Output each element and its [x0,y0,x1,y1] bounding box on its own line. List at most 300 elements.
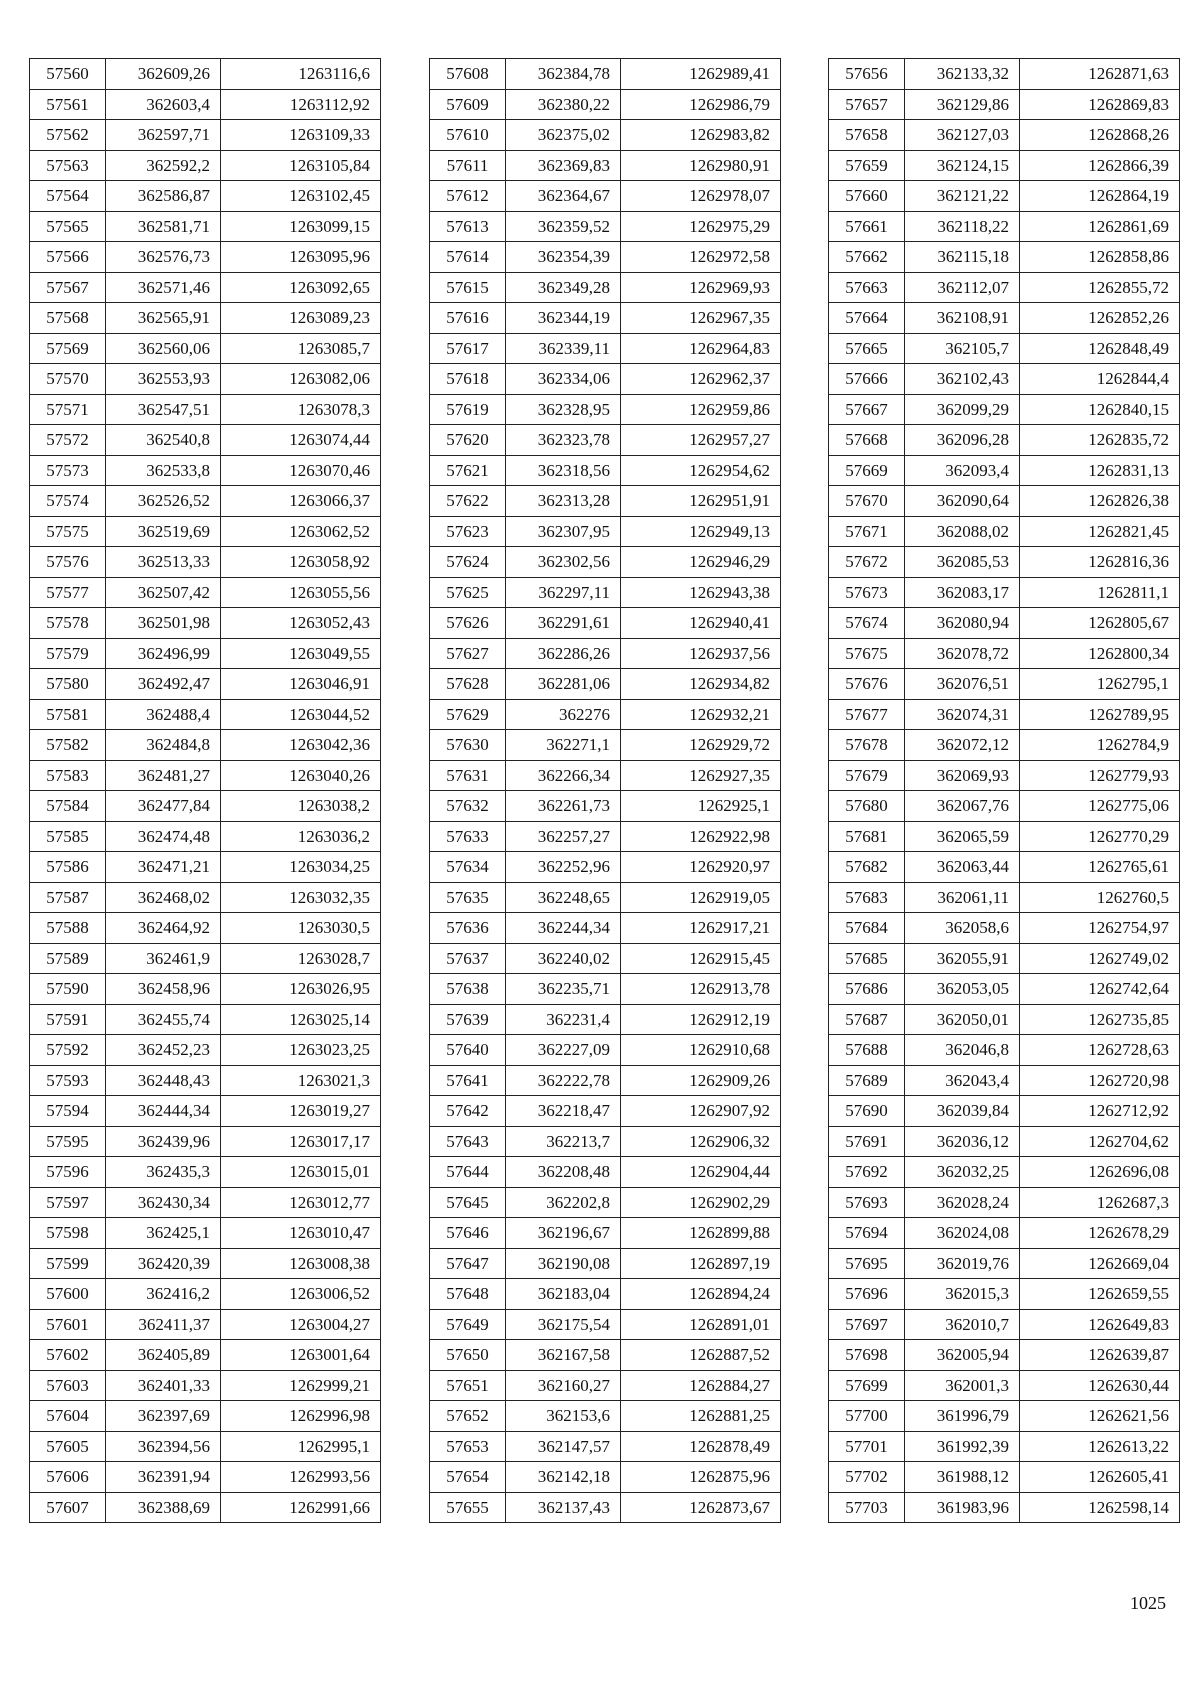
table-row [30,181,381,212]
x-coordinate-cell: 362065,59 [905,821,1020,852]
point-id-cell: 57566 [30,242,106,273]
x-coordinate-cell: 362050,01 [905,1004,1020,1035]
table-row [30,1370,381,1401]
point-id-cell: 57603 [30,1370,106,1401]
point-id-cell: 57630 [430,730,506,761]
x-coordinate-cell: 362501,98 [106,608,221,639]
table-row [829,1218,1180,1249]
table-row [829,1126,1180,1157]
y-coordinate-cell: 1263006,52 [221,1279,381,1310]
point-id-cell: 57599 [30,1248,106,1279]
table-row [829,608,1180,639]
x-coordinate-cell: 362380,22 [506,89,621,120]
x-coordinate-cell: 362603,4 [106,89,221,120]
y-coordinate-cell: 1263092,65 [221,272,381,303]
y-coordinate-cell: 1262897,19 [621,1248,781,1279]
point-id-cell: 57684 [829,913,905,944]
table-row [829,1492,1180,1523]
y-coordinate-cell: 1262929,72 [621,730,781,761]
table-row [829,1096,1180,1127]
page-number: 1025 [1130,1593,1166,1613]
x-coordinate-cell: 362297,11 [506,577,621,608]
point-id-cell: 57629 [430,699,506,730]
table-row [30,303,381,334]
point-id-cell: 57578 [30,608,106,639]
y-coordinate-cell: 1263052,43 [221,608,381,639]
point-id-cell: 57702 [829,1462,905,1493]
table-row [829,1340,1180,1371]
point-id-cell: 57622 [430,486,506,517]
point-id-cell: 57655 [430,1492,506,1523]
x-coordinate-cell: 362099,29 [905,394,1020,425]
point-id-cell: 57666 [829,364,905,395]
y-coordinate-cell: 1262972,58 [621,242,781,273]
x-coordinate-cell: 362231,4 [506,1004,621,1035]
point-id-cell: 57657 [829,89,905,120]
x-coordinate-cell: 362553,93 [106,364,221,395]
table-row [430,181,781,212]
x-coordinate-cell: 362019,76 [905,1248,1020,1279]
table-row [829,120,1180,151]
y-coordinate-cell: 1263105,84 [221,150,381,181]
x-coordinate-cell: 362592,2 [106,150,221,181]
x-coordinate-cell: 362061,11 [905,882,1020,913]
point-id-cell: 57610 [430,120,506,151]
point-id-cell: 57608 [430,59,506,90]
point-id-cell: 57605 [30,1431,106,1462]
coordinate-table-2 [429,58,781,1523]
x-coordinate-cell: 362435,3 [106,1157,221,1188]
x-coordinate-cell: 362024,08 [905,1218,1020,1249]
point-id-cell: 57689 [829,1065,905,1096]
y-coordinate-cell: 1262712,92 [1020,1096,1180,1127]
point-id-cell: 57617 [430,333,506,364]
table-row [829,882,1180,913]
x-coordinate-cell: 362313,28 [506,486,621,517]
table-row [430,943,781,974]
point-id-cell: 57686 [829,974,905,1005]
point-id-cell: 57645 [430,1187,506,1218]
y-coordinate-cell: 1262975,29 [621,211,781,242]
y-coordinate-cell: 1262969,93 [621,272,781,303]
table-row [30,1462,381,1493]
y-coordinate-cell: 1262858,86 [1020,242,1180,273]
table-row [829,638,1180,669]
table-row [430,577,781,608]
x-coordinate-cell: 362354,39 [506,242,621,273]
table-row [430,1126,781,1157]
x-coordinate-cell: 362196,67 [506,1218,621,1249]
table-row [30,272,381,303]
point-id-cell: 57662 [829,242,905,273]
point-id-cell: 57580 [30,669,106,700]
y-coordinate-cell: 1262899,88 [621,1218,781,1249]
x-coordinate-cell: 362078,72 [905,638,1020,669]
y-coordinate-cell: 1262964,83 [621,333,781,364]
y-coordinate-cell: 1262878,49 [621,1431,781,1462]
table-row [30,1309,381,1340]
point-id-cell: 57634 [430,852,506,883]
y-coordinate-cell: 1263004,27 [221,1309,381,1340]
y-coordinate-cell: 1262902,29 [621,1187,781,1218]
y-coordinate-cell: 1262687,3 [1020,1187,1180,1218]
table-row [30,913,381,944]
point-id-cell: 57590 [30,974,106,1005]
x-coordinate-cell: 362121,22 [905,181,1020,212]
y-coordinate-cell: 1262749,02 [1020,943,1180,974]
x-coordinate-cell: 362088,02 [905,516,1020,547]
y-coordinate-cell: 1262821,45 [1020,516,1180,547]
x-coordinate-cell: 362388,69 [106,1492,221,1523]
x-coordinate-cell: 362286,26 [506,638,621,669]
y-coordinate-cell: 1263078,3 [221,394,381,425]
point-id-cell: 57637 [430,943,506,974]
point-id-cell: 57621 [430,455,506,486]
x-coordinate-cell: 362586,87 [106,181,221,212]
point-id-cell: 57660 [829,181,905,212]
x-coordinate-cell: 362560,06 [106,333,221,364]
y-coordinate-cell: 1262891,01 [621,1309,781,1340]
y-coordinate-cell: 1262835,72 [1020,425,1180,456]
y-coordinate-cell: 1262951,91 [621,486,781,517]
table-row [829,1004,1180,1035]
table-row [30,882,381,913]
table-row [829,211,1180,242]
table-row [30,150,381,181]
point-id-cell: 57692 [829,1157,905,1188]
x-coordinate-cell: 362430,34 [106,1187,221,1218]
x-coordinate-cell: 362411,37 [106,1309,221,1340]
point-id-cell: 57676 [829,669,905,700]
x-coordinate-cell: 362053,05 [905,974,1020,1005]
x-coordinate-cell: 362124,15 [905,150,1020,181]
y-coordinate-cell: 1262728,63 [1020,1035,1180,1066]
table-row [829,1401,1180,1432]
y-coordinate-cell: 1262852,26 [1020,303,1180,334]
point-id-cell: 57587 [30,882,106,913]
point-id-cell: 57570 [30,364,106,395]
table-row [30,59,381,90]
y-coordinate-cell: 1263116,6 [221,59,381,90]
x-coordinate-cell: 362102,43 [905,364,1020,395]
x-coordinate-cell: 362477,84 [106,791,221,822]
table-row [430,1248,781,1279]
table-row [30,821,381,852]
x-coordinate-cell: 362147,57 [506,1431,621,1462]
x-coordinate-cell: 362344,19 [506,303,621,334]
y-coordinate-cell: 1263008,38 [221,1248,381,1279]
y-coordinate-cell: 1262831,13 [1020,455,1180,486]
y-coordinate-cell: 1262869,83 [1020,89,1180,120]
point-id-cell: 57696 [829,1279,905,1310]
point-id-cell: 57577 [30,577,106,608]
point-id-cell: 57677 [829,699,905,730]
y-coordinate-cell: 1262922,98 [621,821,781,852]
table-row [30,791,381,822]
table-row [829,547,1180,578]
y-coordinate-cell: 1263112,92 [221,89,381,120]
x-coordinate-cell: 362364,67 [506,181,621,212]
x-coordinate-cell: 362001,3 [905,1370,1020,1401]
table-row [829,1431,1180,1462]
table-row [430,882,781,913]
table-row [829,1035,1180,1066]
table-row [829,1065,1180,1096]
point-id-cell: 57598 [30,1218,106,1249]
point-id-cell: 57616 [430,303,506,334]
y-coordinate-cell: 1262967,35 [621,303,781,334]
point-id-cell: 57574 [30,486,106,517]
y-coordinate-cell: 1263032,35 [221,882,381,913]
point-id-cell: 57640 [430,1035,506,1066]
table-row [430,59,781,90]
table-row [430,333,781,364]
point-id-cell: 57690 [829,1096,905,1127]
y-coordinate-cell: 1262989,41 [621,59,781,90]
point-id-cell: 57588 [30,913,106,944]
y-coordinate-cell: 1263026,95 [221,974,381,1005]
y-coordinate-cell: 1262925,1 [621,791,781,822]
table-row [430,1370,781,1401]
table-row [430,1462,781,1493]
point-id-cell: 57656 [829,59,905,90]
x-coordinate-cell: 362153,6 [506,1401,621,1432]
x-coordinate-cell: 362032,25 [905,1157,1020,1188]
table-row [30,1279,381,1310]
y-coordinate-cell: 1263019,27 [221,1096,381,1127]
table-row [30,1248,381,1279]
table-row [430,1187,781,1218]
y-coordinate-cell: 1262991,66 [221,1492,381,1523]
point-id-cell: 57653 [430,1431,506,1462]
table-row [430,608,781,639]
x-coordinate-cell: 362266,34 [506,760,621,791]
point-id-cell: 57564 [30,181,106,212]
y-coordinate-cell: 1262811,1 [1020,577,1180,608]
y-coordinate-cell: 1262855,72 [1020,272,1180,303]
point-id-cell: 57691 [829,1126,905,1157]
y-coordinate-cell: 1262639,87 [1020,1340,1180,1371]
point-id-cell: 57618 [430,364,506,395]
point-id-cell: 57680 [829,791,905,822]
table-row [829,1279,1180,1310]
y-coordinate-cell: 1262996,98 [221,1401,381,1432]
y-coordinate-cell: 1262915,45 [621,943,781,974]
table-row [30,242,381,273]
point-id-cell: 57602 [30,1340,106,1371]
table-row [430,242,781,273]
y-coordinate-cell: 1263025,14 [221,1004,381,1035]
point-id-cell: 57652 [430,1401,506,1432]
point-id-cell: 57682 [829,852,905,883]
y-coordinate-cell: 1262754,97 [1020,913,1180,944]
table-row [430,89,781,120]
y-coordinate-cell: 1263036,2 [221,821,381,852]
y-coordinate-cell: 1262873,67 [621,1492,781,1523]
y-coordinate-cell: 1263055,56 [221,577,381,608]
y-coordinate-cell: 1263082,06 [221,364,381,395]
y-coordinate-cell: 1263058,92 [221,547,381,578]
y-coordinate-cell: 1262910,68 [621,1035,781,1066]
table-row [829,516,1180,547]
y-coordinate-cell: 1262775,06 [1020,791,1180,822]
x-coordinate-cell: 362334,06 [506,364,621,395]
y-coordinate-cell: 1262940,41 [621,608,781,639]
point-id-cell: 57667 [829,394,905,425]
x-coordinate-cell: 362391,94 [106,1462,221,1493]
y-coordinate-cell: 1262848,49 [1020,333,1180,364]
point-id-cell: 57668 [829,425,905,456]
x-coordinate-cell: 362074,31 [905,699,1020,730]
x-coordinate-cell: 362218,47 [506,1096,621,1127]
x-coordinate-cell: 362384,78 [506,59,621,90]
y-coordinate-cell: 1262805,67 [1020,608,1180,639]
y-coordinate-cell: 1262894,24 [621,1279,781,1310]
table-row [30,1340,381,1371]
table-row [30,669,381,700]
table-row [30,1431,381,1462]
table-row [829,1248,1180,1279]
table-row [30,638,381,669]
table-row [430,852,781,883]
x-coordinate-cell: 362581,71 [106,211,221,242]
point-id-cell: 57674 [829,608,905,639]
x-coordinate-cell: 362142,18 [506,1462,621,1493]
x-coordinate-cell: 362096,28 [905,425,1020,456]
y-coordinate-cell: 1262927,35 [621,760,781,791]
point-id-cell: 57582 [30,730,106,761]
y-coordinate-cell: 1262866,39 [1020,150,1180,181]
x-coordinate-cell: 362083,17 [905,577,1020,608]
y-coordinate-cell: 1262816,36 [1020,547,1180,578]
point-id-cell: 57585 [30,821,106,852]
point-id-cell: 57701 [829,1431,905,1462]
point-id-cell: 57596 [30,1157,106,1188]
point-id-cell: 57563 [30,150,106,181]
y-coordinate-cell: 1262949,13 [621,516,781,547]
x-coordinate-cell: 362471,21 [106,852,221,883]
table-row [430,455,781,486]
table-row [30,1401,381,1432]
y-coordinate-cell: 1262959,86 [621,394,781,425]
point-id-cell: 57565 [30,211,106,242]
x-coordinate-cell: 362481,27 [106,760,221,791]
y-coordinate-cell: 1262980,91 [621,150,781,181]
point-id-cell: 57661 [829,211,905,242]
y-coordinate-cell: 1263085,7 [221,333,381,364]
point-id-cell: 57572 [30,425,106,456]
point-id-cell: 57583 [30,760,106,791]
y-coordinate-cell: 1262917,21 [621,913,781,944]
point-id-cell: 57651 [430,1370,506,1401]
table-row [30,1157,381,1188]
coordinate-table-3 [828,58,1180,1523]
point-id-cell: 57671 [829,516,905,547]
point-id-cell: 57703 [829,1492,905,1523]
x-coordinate-cell: 362183,04 [506,1279,621,1310]
table-row [430,547,781,578]
y-coordinate-cell: 1263046,91 [221,669,381,700]
y-coordinate-cell: 1262937,56 [621,638,781,669]
y-coordinate-cell: 1262907,92 [621,1096,781,1127]
point-id-cell: 57635 [430,882,506,913]
point-id-cell: 57636 [430,913,506,944]
table-row [30,547,381,578]
table-row [430,1309,781,1340]
x-coordinate-cell: 362439,96 [106,1126,221,1157]
point-id-cell: 57573 [30,455,106,486]
table-row [829,730,1180,761]
y-coordinate-cell: 1263012,77 [221,1187,381,1218]
x-coordinate-cell: 362597,71 [106,120,221,151]
table-row [30,516,381,547]
point-id-cell: 57698 [829,1340,905,1371]
table-row [430,1340,781,1371]
point-id-cell: 57561 [30,89,106,120]
table-row [30,1035,381,1066]
x-coordinate-cell: 362213,7 [506,1126,621,1157]
x-coordinate-cell: 362444,34 [106,1096,221,1127]
table-row [829,974,1180,1005]
x-coordinate-cell: 362248,65 [506,882,621,913]
x-coordinate-cell: 362318,56 [506,455,621,486]
point-id-cell: 57569 [30,333,106,364]
point-id-cell: 57576 [30,547,106,578]
y-coordinate-cell: 1262978,07 [621,181,781,212]
x-coordinate-cell: 362235,71 [506,974,621,1005]
y-coordinate-cell: 1262779,93 [1020,760,1180,791]
point-id-cell: 57601 [30,1309,106,1340]
x-coordinate-cell: 362028,24 [905,1187,1020,1218]
point-id-cell: 57623 [430,516,506,547]
x-coordinate-cell: 362222,78 [506,1065,621,1096]
y-coordinate-cell: 1262669,04 [1020,1248,1180,1279]
point-id-cell: 57643 [430,1126,506,1157]
x-coordinate-cell: 362039,84 [905,1096,1020,1127]
table-row [829,150,1180,181]
y-coordinate-cell: 1262909,26 [621,1065,781,1096]
y-coordinate-cell: 1262920,97 [621,852,781,883]
table-row [430,150,781,181]
table-row [30,577,381,608]
x-coordinate-cell: 361992,39 [905,1431,1020,1462]
x-coordinate-cell: 362046,8 [905,1035,1020,1066]
x-coordinate-cell: 362425,1 [106,1218,221,1249]
y-coordinate-cell: 1263001,64 [221,1340,381,1371]
y-coordinate-cell: 1262840,15 [1020,394,1180,425]
x-coordinate-cell: 362257,27 [506,821,621,852]
table-row [829,364,1180,395]
y-coordinate-cell: 1262943,38 [621,577,781,608]
table-row [829,760,1180,791]
table-row [30,89,381,120]
y-coordinate-cell: 1262864,19 [1020,181,1180,212]
point-id-cell: 57693 [829,1187,905,1218]
point-id-cell: 57586 [30,852,106,883]
y-coordinate-cell: 1262884,27 [621,1370,781,1401]
table-row [829,943,1180,974]
point-id-cell: 57633 [430,821,506,852]
x-coordinate-cell: 362067,76 [905,791,1020,822]
y-coordinate-cell: 1263044,52 [221,699,381,730]
table-row [30,730,381,761]
x-coordinate-cell: 362063,44 [905,852,1020,883]
point-id-cell: 57628 [430,669,506,700]
x-coordinate-cell: 362420,39 [106,1248,221,1279]
table-row [430,1157,781,1188]
table-row [829,303,1180,334]
y-coordinate-cell: 1262605,41 [1020,1462,1180,1493]
